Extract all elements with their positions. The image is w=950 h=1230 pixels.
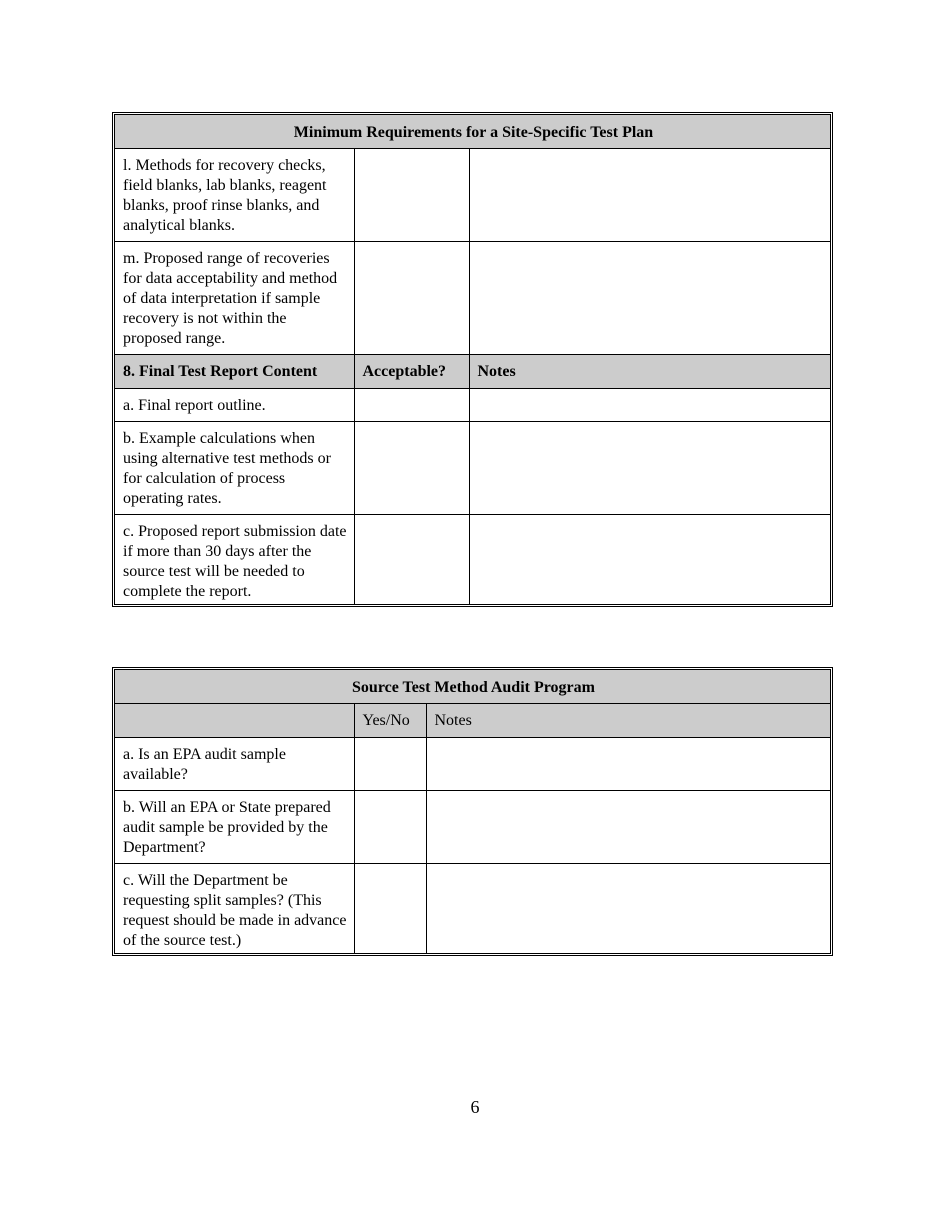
notes-cell[interactable] — [426, 790, 830, 863]
notes-cell[interactable] — [469, 388, 830, 421]
table-row — [115, 863, 830, 953]
notes-column-header: Notes — [426, 703, 830, 737]
audit-item: c. Will the Department be requesting split samples? (This request should be made in advance of the source test.) — [115, 863, 354, 953]
acceptable-column-header: Acceptable? — [354, 354, 469, 388]
notes-column-header: Notes — [469, 354, 830, 388]
site-specific-test-plan-table — [112, 112, 833, 607]
yesno-cell[interactable] — [354, 790, 426, 863]
table-title-row — [115, 115, 830, 148]
yesno-cell[interactable] — [354, 863, 426, 953]
table-title: Minimum Requirements for a Site-Specific Test Plan — [115, 115, 830, 148]
table-row — [115, 514, 830, 604]
section-heading: 8. Final Test Report Content — [115, 354, 354, 388]
audit-item: a. Is an EPA audit sample available? — [115, 737, 354, 790]
table-row — [115, 790, 830, 863]
acceptable-cell[interactable] — [354, 514, 469, 604]
table-title: Source Test Method Audit Program — [115, 670, 830, 703]
notes-cell[interactable] — [469, 148, 830, 241]
item-column-header — [115, 703, 354, 737]
notes-cell[interactable] — [426, 863, 830, 953]
notes-cell[interactable] — [426, 737, 830, 790]
yesno-cell[interactable] — [354, 737, 426, 790]
column-header-row — [115, 703, 830, 737]
table-row — [115, 737, 830, 790]
notes-cell[interactable] — [469, 241, 830, 354]
notes-cell[interactable] — [469, 421, 830, 514]
requirement-item: a. Final report outline. — [115, 388, 354, 421]
requirement-item: l. Methods for recovery checks, field blanks, lab blanks, reagent blanks, proof rinse blanks, and analytical blanks. — [115, 148, 354, 241]
acceptable-cell[interactable] — [354, 421, 469, 514]
acceptable-cell[interactable] — [354, 148, 469, 241]
acceptable-cell[interactable] — [354, 388, 469, 421]
table-title-row — [115, 670, 830, 703]
audit-item: b. Will an EPA or State prepared audit sample be provided by the Department? — [115, 790, 354, 863]
requirement-item: m. Proposed range of recoveries for data acceptability and method of data interpretation if sample recovery is not within the proposed range. — [115, 241, 354, 354]
requirement-item: b. Example calculations when using alternative test methods or for calculation of process operating rates. — [115, 421, 354, 514]
notes-cell[interactable] — [469, 514, 830, 604]
page-number: 6 — [470, 1097, 480, 1117]
requirement-item: c. Proposed report submission date if more than 30 days after the source test will be needed to complete the report. — [115, 514, 354, 604]
table-row — [115, 421, 830, 514]
table-row — [115, 241, 830, 354]
audit-program-table — [112, 667, 833, 956]
acceptable-cell[interactable] — [354, 241, 469, 354]
yesno-column-header: Yes/No — [354, 703, 426, 737]
section-header-row — [115, 354, 830, 388]
table-row — [115, 388, 830, 421]
table-row — [115, 148, 830, 241]
